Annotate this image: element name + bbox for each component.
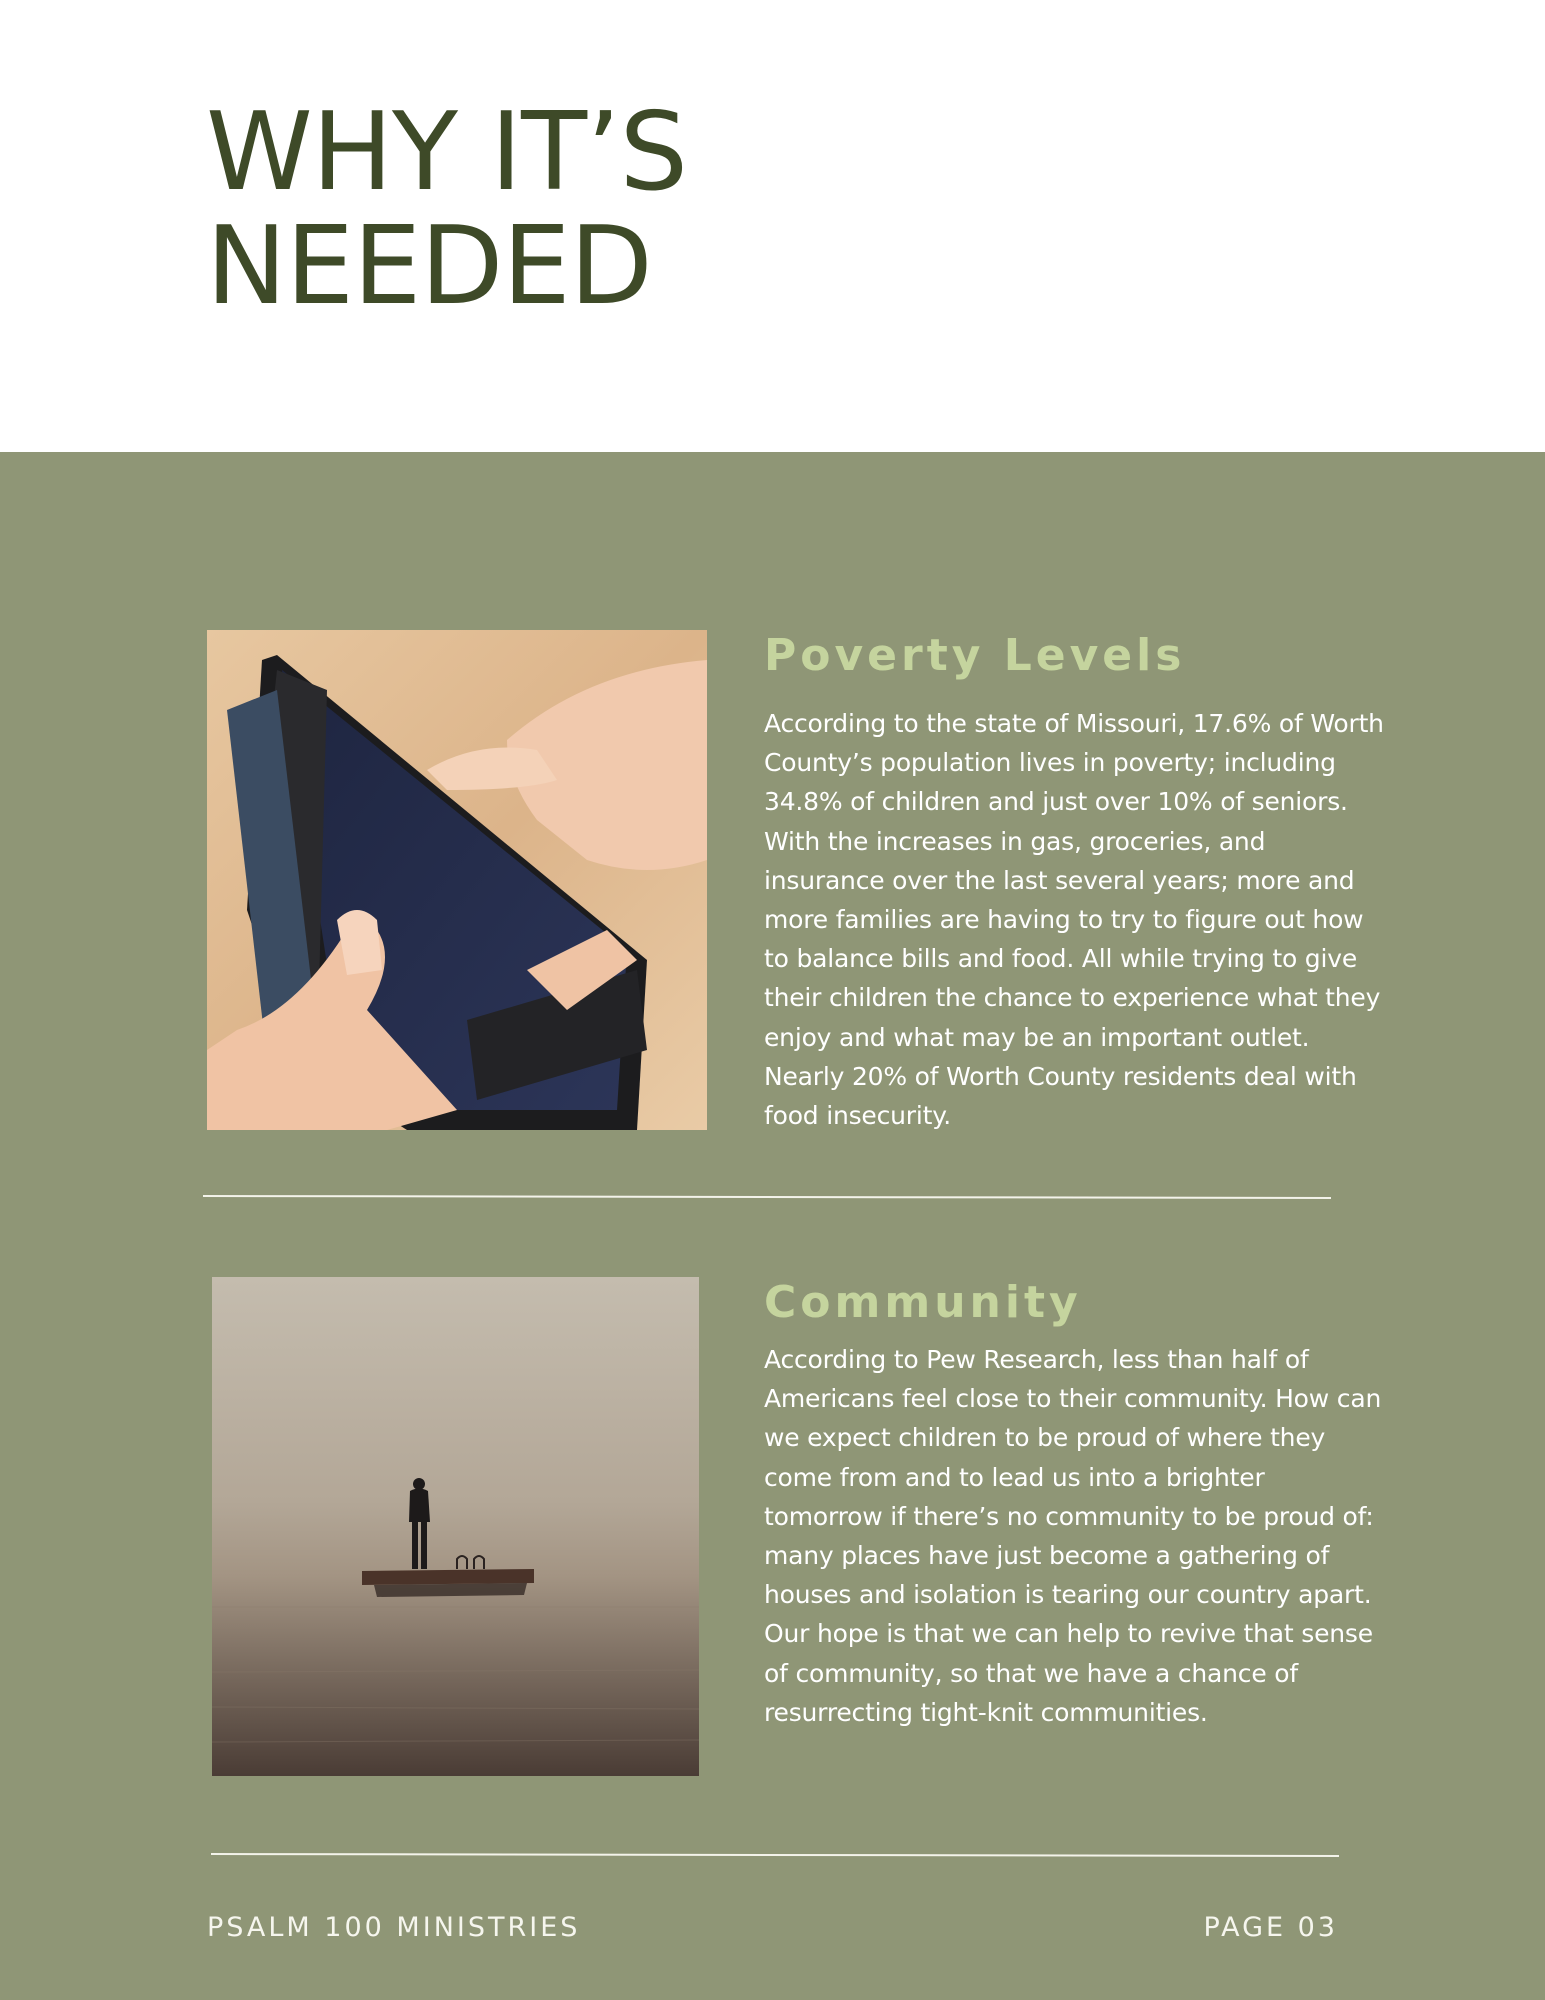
person-on-raft-photo — [212, 1277, 699, 1776]
footer-organization: PSALM 100 MINISTRIES — [207, 1912, 581, 1943]
section-body-poverty-levels: According to the state of Missouri, 17.6% of Worth County’s population lives in poverty; including 34.8% of children and just over 10% of seniors. With the increases in gas, groceries, and insurance over the last several years; more and more families are having to try to figure out how to balance bills and food. All while trying to give their children the chance to experience what they enjoy and what may be an important outlet. Nearly 20% of Worth County residents deal with food insecurity. — [764, 709, 1384, 1131]
header-area — [0, 0, 1545, 452]
page-number: PAGE 03 — [1203, 1912, 1338, 1943]
empty-wallet-photo — [207, 630, 707, 1130]
section-heading-poverty-levels: Poverty Levels — [764, 630, 1186, 681]
section-body-community: According to Pew Research, less than half of Americans feel close to their community. How can we expect children to be proud of where they come from and to lead us into a brighter tomorrow if there’s no community to be proud of: many places have just become a gathering of houses and isolation is tearing our country apart. Our hope is that we can help to revive that sense of community, so that we have a chance of resurrecting tight-knit communities. — [764, 1345, 1382, 1727]
page-title: WHY IT’S NEEDED — [206, 90, 688, 329]
section-heading-community: Community — [764, 1277, 1082, 1328]
